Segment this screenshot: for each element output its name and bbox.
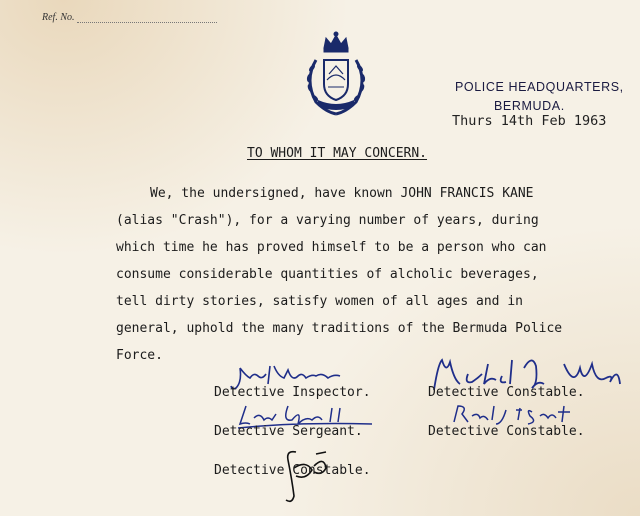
body-line: which time he has proved himself to be a person who can [116, 240, 547, 255]
body-line: consume considerable quantities of alcholic beverages, [116, 267, 539, 282]
ref-no-label: Ref. No. [42, 12, 75, 23]
letterhead-line-2: BERMUDA. [494, 99, 565, 113]
signatory-title: Detective Constable. [428, 385, 585, 400]
letter-date: Thurs 14th Feb 1963 [452, 113, 607, 129]
body-line: general, uphold the many traditions of the Bermuda Police [116, 321, 563, 336]
body-line: We, the undersigned, have known JOHN FRANCIS KANE [150, 186, 534, 201]
bermuda-police-crest-icon [296, 30, 376, 120]
body-line: (alias "Crash"), for a varying number of years, during [116, 213, 539, 228]
signatory-title: Detective Constable. [428, 424, 585, 439]
signatory-title: Detective Constable. [214, 463, 371, 478]
signatory-title: Detective Inspector. [214, 385, 371, 400]
letter-heading: TO WHOM IT MAY CONCERN. [247, 146, 428, 161]
signatory-title: Detective Sergeant. [214, 424, 363, 439]
ref-no-line [77, 22, 217, 23]
body-line: tell dirty stories, satisfy women of all ages and in [116, 294, 523, 309]
body-line: Force. [116, 348, 163, 363]
letterhead-line-1: POLICE HEADQUARTERS, [455, 80, 624, 94]
